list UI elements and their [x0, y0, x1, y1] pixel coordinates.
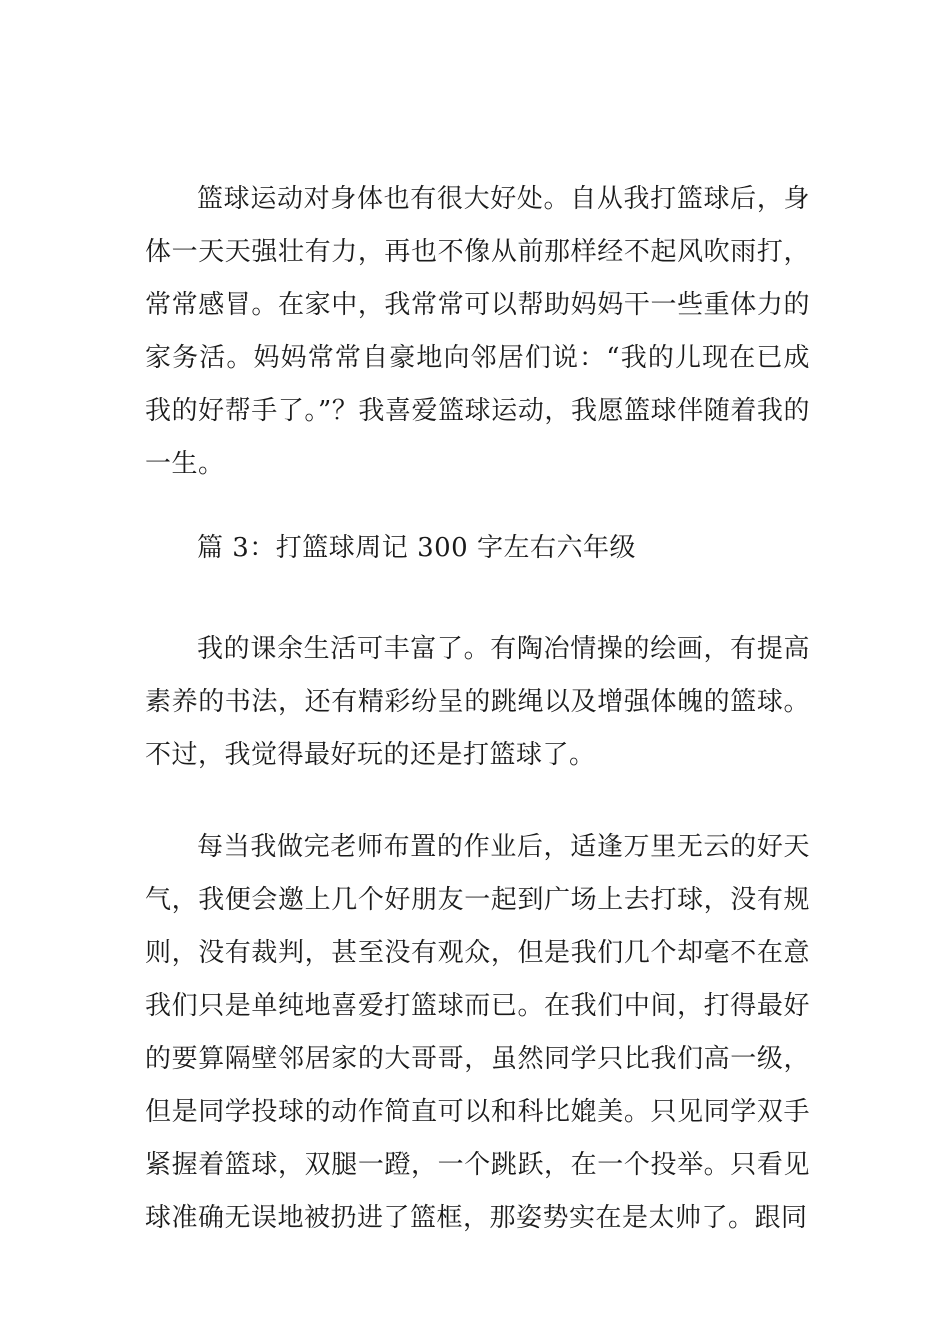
paragraph-after-school-life: 我的课余生活可丰富了。有陶冶情操的绘画，有提高素养的书法，还有精彩纷呈的跳绳以及增强体魄的篮球。不过，我觉得最好玩的还是打篮球了。: [145, 634, 810, 770]
paragraph-basketball-benefits: 篮球运动对身体也有很大好处。自从我打篮球后，身体一天天强壮有力，再也不像从前那样经不起风吹雨打，常常感冒。在家中，我常常可以帮助妈妈干一些重体力的家务活。妈妈常常自豪地向邻居们说：“我的儿现在已成我的好帮手了。”？我喜爱篮球运动，我愿篮球伴随着我的一生。: [145, 184, 810, 479]
section-heading: 篇 3：打篮球周记 300 字左右六年级: [197, 533, 636, 563]
paragraph-playing-with-friends: 每当我做完老师布置的作业后，适逢万里无云的好天气，我便会邀上几个好朋友一起到广场上去打球，没有规则，没有裁判，甚至没有观众，但是我们几个却毫不在意我们只是单纯地喜爱打篮球而已。在我们中间，打得最好的要算隔壁邻居家的大哥哥，虽然同学只比我们高一级，但是同学投球的动作简直可以和科比媲美。只见同学双手紧握着篮球，双腿一蹬，一个跳跃，在一个投举。只看见球准确无误地被扔进了篮框，那姿势实在是太帅了。跟同: [145, 832, 810, 1233]
